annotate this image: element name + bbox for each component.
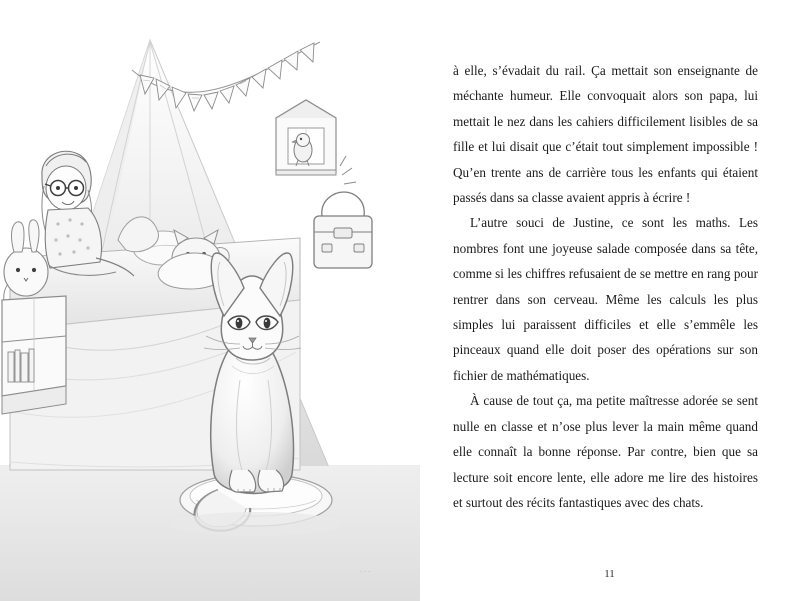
paragraph-1: à elle, s’évadait du rail. Ça mettait son enseignante de méchante humeur. Elle convoquait alors son papa, lui mettait le nez dans les cahiers difficilement lisibles de sa fille et lui disait que c’était tout simplement impossible ! Qu’en trente ans de carrière tous les enfants qui étaient passés dans sa classe avaient appris à écrire ! [453, 63, 758, 206]
right-page [420, 0, 799, 601]
paragraph-2: L’autre souci de Justine, ce sont les maths. Les nombres font une joyeuse salade composée dans sa tête, comme si les chiffres refusaient de se mettre en rang pour rentrer dans son cerveau. Même les calculs les plus simples lui paraissent difficiles et elle s’emmêle les pinceaux quand elle doit poser des opérations sur son fichier de mathématiques. [453, 215, 758, 383]
page-number: 11 [604, 568, 615, 580]
illustration-signature: ... [360, 565, 372, 574]
body-text [453, 58, 758, 515]
paragraph-3: À cause de tout ça, ma petite maîtresse adorée se sent nulle en classe et n’ose plus lever la main même quand elle connaît la bonne réponse. Par contre, bien que sa lecture soit encore lente, elle adore me lire des histoires et surtout des récits fantastiques avec des chats. [453, 393, 758, 510]
